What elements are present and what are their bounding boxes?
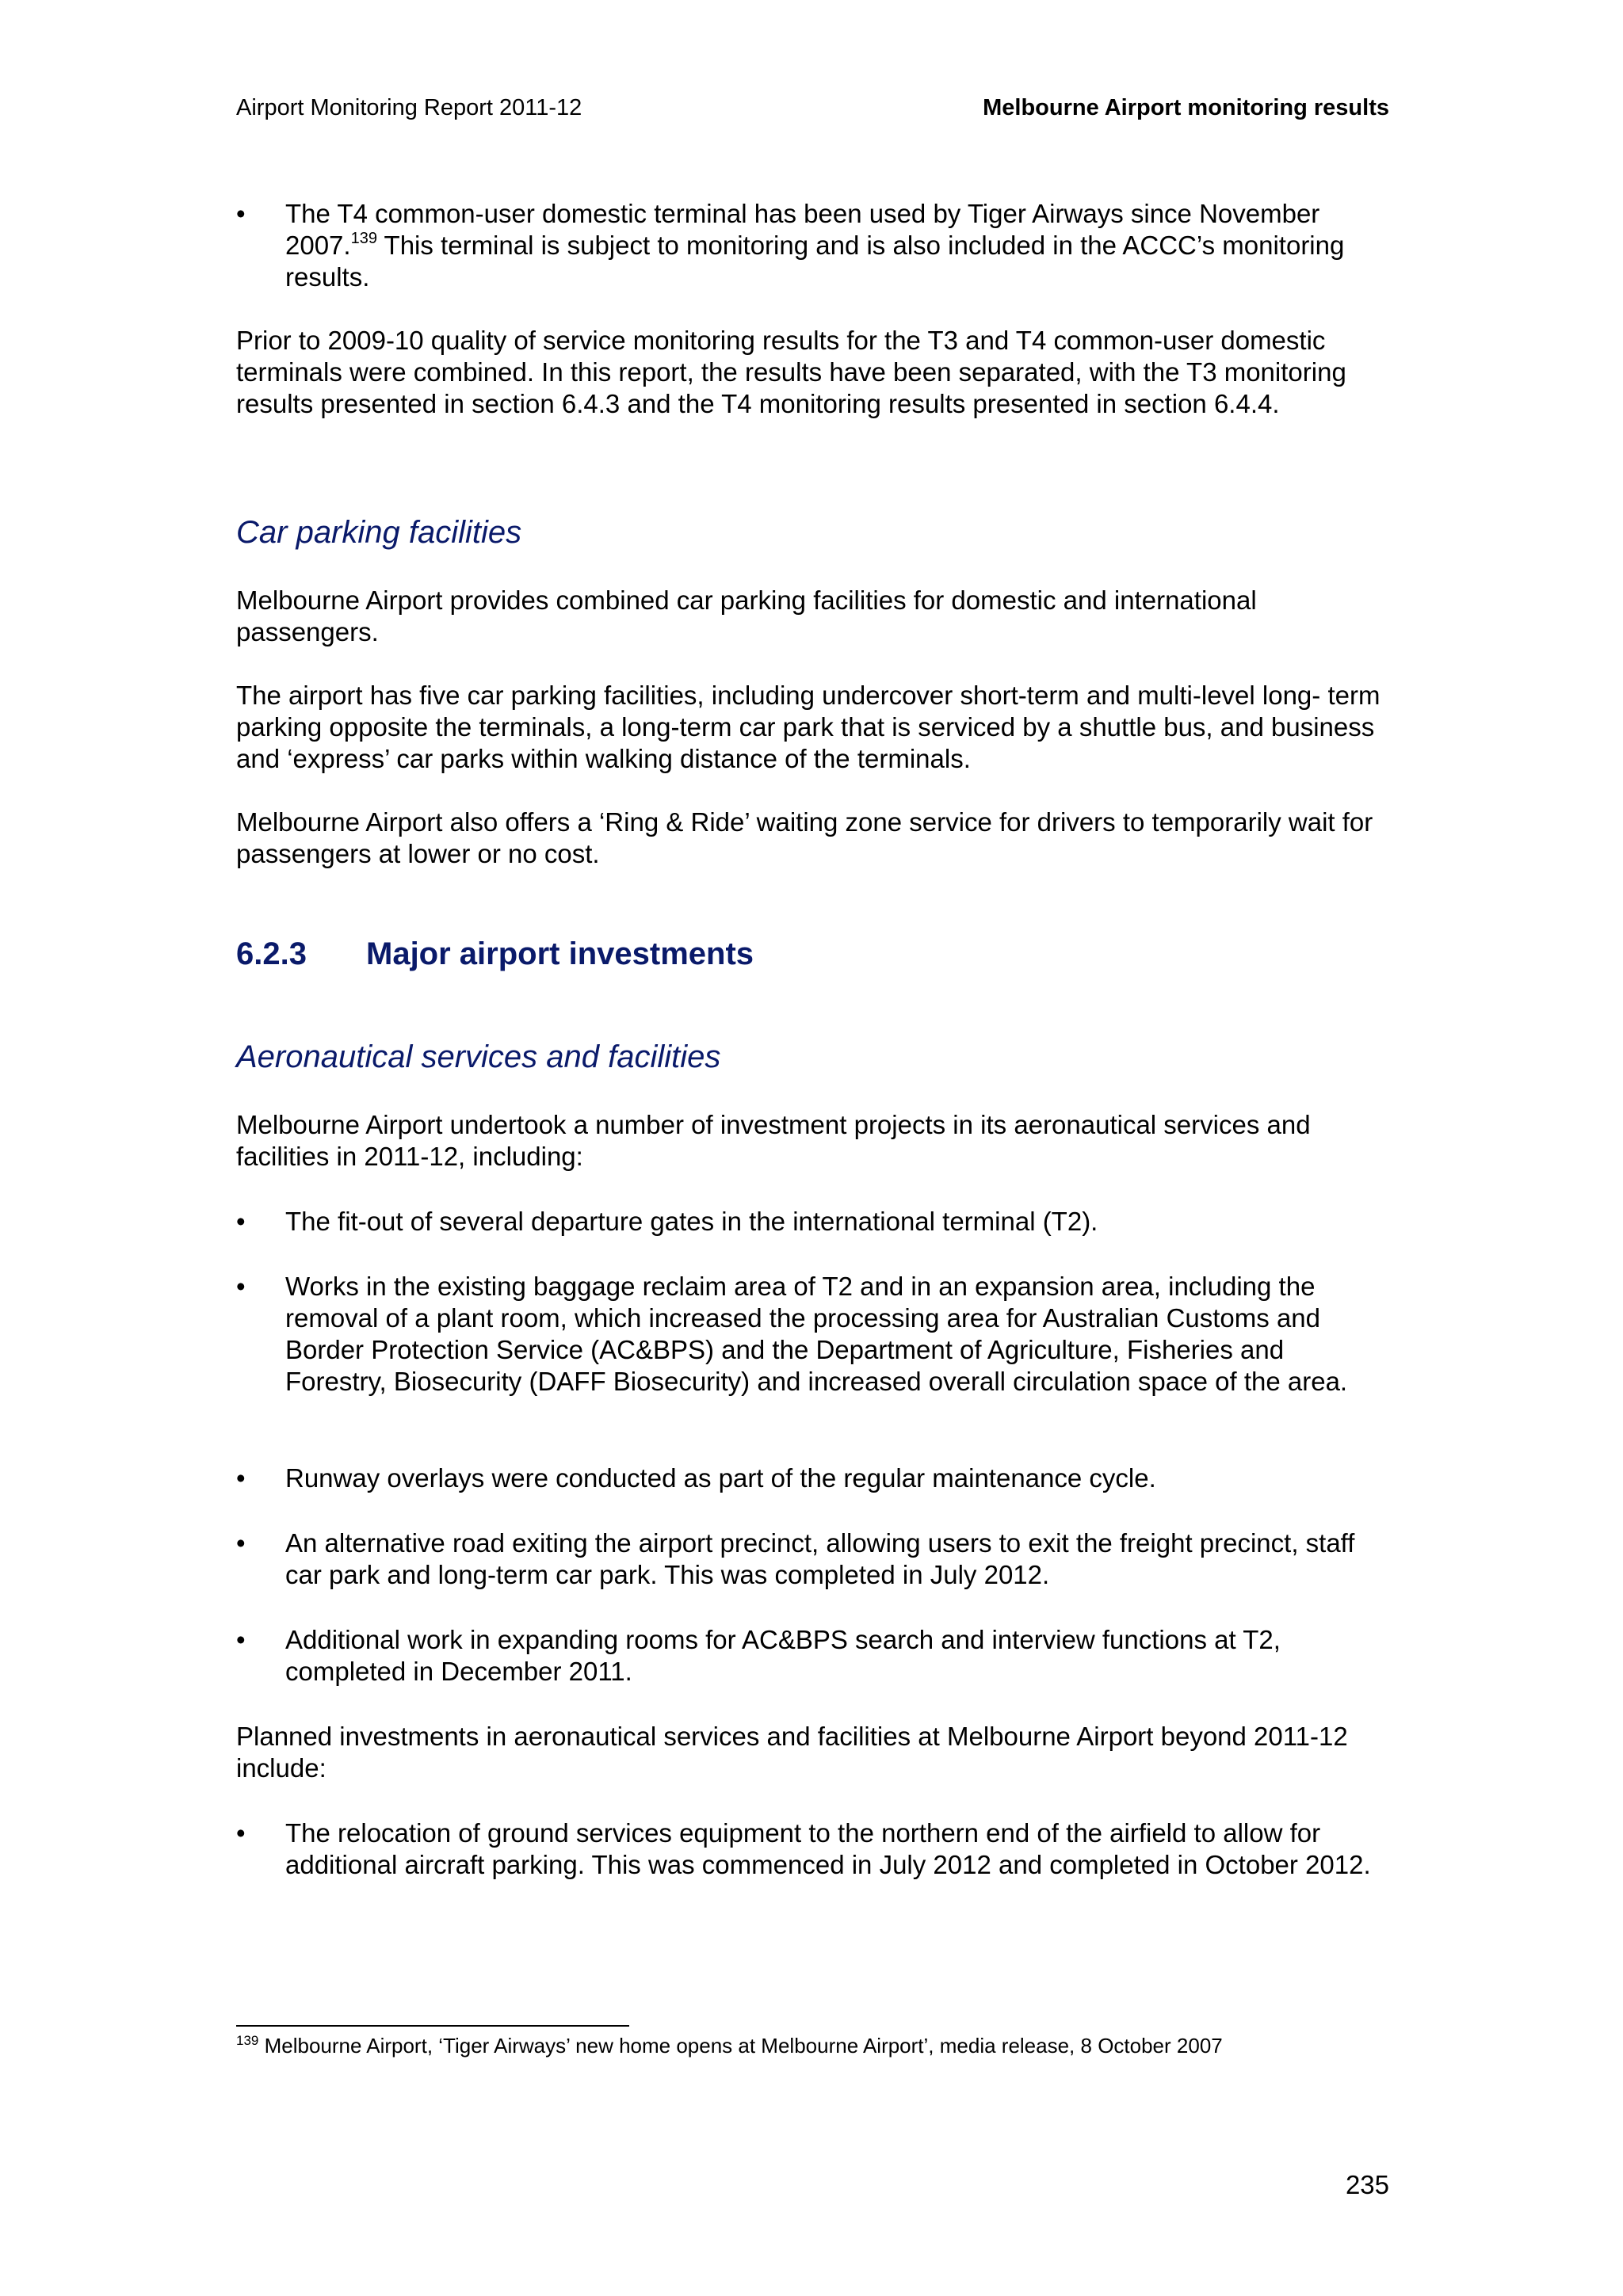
bullet-marker: • xyxy=(236,1207,246,1236)
list-item-text: The fit-out of several departure gates in the international terminal (T2). xyxy=(285,1207,1098,1236)
paragraph-car-parking-2: The airport has five car parking facilities, including undercover short-term and multi-level long- term parking opposite the terminals, a long-term car park that is serviced by a shuttle bus, and business and ‘express’ car parks within walking distance of the terminals. xyxy=(236,681,1381,773)
footnote-number: 139 xyxy=(236,2033,259,2048)
header-section-title: Melbourne Airport monitoring results xyxy=(983,95,1389,120)
paragraph-aero-intro: Melbourne Airport undertook a number of investment projects in its aeronautical services and facilities in 2011-12, including: xyxy=(236,1110,1311,1171)
list-item-text: An alternative road exiting the airport precinct, allowing users to exit the freight precinct, staff car park and long-term car park. This was completed in July 2012. xyxy=(285,1528,1355,1589)
footnote-divider xyxy=(236,2025,629,2027)
list-item-text: Works in the existing baggage reclaim area of T2 and in an expansion area, including the removal of a plant room, which increased the processing area for Australian Customs and Border Protection Service (AC&BPS) and the Department of Agriculture, Fisheries and Forestry, Biosecurity (DAFF Biosecurity) and increased overall circulation space of the area. xyxy=(285,1272,1348,1396)
paragraph-car-parking-1: Melbourne Airport provides combined car parking facilities for domestic and international passengers. xyxy=(236,585,1257,646)
intro-bullet-text-part1: The T4 common-user domestic terminal has been used by Tiger Airways since November 2007. xyxy=(285,199,1320,260)
paragraph-planned-intro: Planned investments in aeronautical services and facilities at Melbourne Airport beyond 2011-12 include: xyxy=(236,1722,1348,1783)
page-number: 235 xyxy=(1345,2170,1389,2199)
list-item-text: Additional work in expanding rooms for AC&BPS search and interview functions at T2, completed in December 2011. xyxy=(285,1625,1281,1686)
footnote-text: Melbourne Airport, ‘Tiger Airways’ new home opens at Melbourne Airport’, media release, 8 October 2007 xyxy=(258,2034,1223,2058)
document-page xyxy=(236,0,1389,2296)
list-item-text: The relocation of ground services equipment to the northern end of the airfield to allow for additional aircraft parking. This was commenced in July 2012 and completed in October 2012. xyxy=(285,1818,1371,1879)
footnote-reference[interactable]: 139 xyxy=(350,230,377,247)
paragraph-car-parking-3: Melbourne Airport also offers a ‘Ring & Ride’ waiting zone service for drivers to temporarily wait for passengers at lower or no cost. xyxy=(236,807,1373,868)
list-item-text: Runway overlays were conducted as part of the regular maintenance cycle. xyxy=(285,1463,1156,1493)
intro-bullet-text-part2: This terminal is subject to monitoring and is also included in the ACCC’s monitoring results. xyxy=(285,231,1345,292)
section-number: 6.2.3 xyxy=(236,936,307,971)
bullet-marker: • xyxy=(236,1625,246,1654)
bullet-marker: • xyxy=(236,199,246,228)
heading-aeronautical: Aeronautical services and facilities xyxy=(236,1039,721,1074)
section-title: Major airport investments xyxy=(366,936,754,971)
intro-bullet-text xyxy=(285,198,1389,293)
header-report-title: Airport Monitoring Report 2011-12 xyxy=(236,95,582,120)
heading-car-parking: Car parking facilities xyxy=(236,515,522,550)
bullet-marker: • xyxy=(236,1818,246,1848)
paragraph-prior-monitoring: Prior to 2009-10 quality of service monitoring results for the T3 and T4 common-user domestic terminals were combined. In this report, the results have been separated, with the T3 monitoring results presented in section 6.4.3 and the T4 monitoring results presented in section 6.4.4. xyxy=(236,326,1346,418)
footnote xyxy=(236,2033,1389,2058)
bullet-marker: • xyxy=(236,1463,246,1493)
bullet-marker: • xyxy=(236,1528,246,1558)
bullet-marker: • xyxy=(236,1272,246,1301)
